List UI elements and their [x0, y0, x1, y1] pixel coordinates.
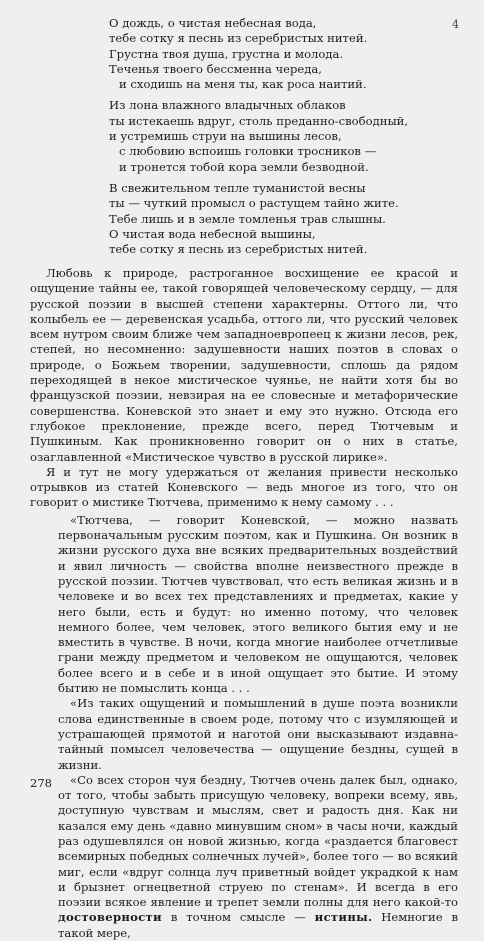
poem-line: Из лона влажного владычных облаков [109, 98, 346, 113]
quote-paragraph [58, 773, 458, 941]
poem-line: ты истекаешь вдруг, столь преданно-свободный, [109, 113, 409, 128]
poem-stanza [109, 98, 469, 174]
poem-line: и устремишь струи на вышины лесов, [109, 129, 342, 144]
poem-stanza [109, 181, 469, 257]
quote-text: Немногие в такой мере, [58, 910, 458, 940]
poem-line: и сходишь на меня ты, как роса наитий. [119, 77, 367, 92]
paragraph: Любовь к природе, растроганное восхищение ее красой и ощущение тайны ее, такой говорящей человеческому сердцу, — для русской поэзии в высшей степени характерны. Оттого ли, что колыбель ее — деревенская усадьба, оттого ли, что русский человек всем нутром своим ближе чем западноевропеец к жизни лесов, рек, степей, но несомненно: задушевности наших поэтов в словах о природе, о Божьем творении, задушевности, сплошь да рядом переходящей в некое мистическое чуянье, не найти хотя бы во французской поэзии, невзирая на ее словесные и метафорические совершенства. Коневской это знает и ему это нужно. Отсюда его глубокое преклонение, прежде всего, перед Тютчевым и Пушкиным. Как проникновенно говорит он о них в статье, озаглавленной «Мистическое чувство в русской лирике». [30, 266, 458, 464]
emphasis-text: достоверности [58, 910, 162, 925]
poem-line: Грустна твоя душа, грустна и молода. [109, 46, 344, 61]
quote-paragraph: «Тютчева, — говорит Коневской, — можно назвать первоначальным русским поэтом, как и Пушкина. Он возник в жизни русского духа вне всяких предварительных воздействий и явил личность — свойства вполне неизвестного прежде в русской поэзии. Тютчев чувствовал, что есть великая жизнь и в человеке и во всех тех представлениях и предметах, какие у него были, есть и будут: но именно потому, что человек немного более, чем человек, этого великого бытия ему и не вместить в чувстве. В ночи, когда многие наиболее отчетливые грани между предметом и человеком не ощущаются, человек более всего и в себе и в иной ощущает это бытие. И этому бытию не помыслить конца . . . [58, 512, 458, 696]
poem [109, 16, 469, 263]
poem-stanza [109, 16, 469, 92]
poem-line: Теченья твоего бессменна череда, [109, 61, 322, 76]
poem-line: О дождь, о чистая небесная вода, [109, 16, 317, 30]
poem-line: тебе сотку я песнь из серебристых нитей. [109, 242, 368, 257]
emphasis-text: истины. [314, 910, 373, 925]
page-number: 278 [30, 776, 52, 790]
poem-line: и тронется тобой кора земли безводной. [119, 159, 369, 174]
poem-line: тебе сотку я песнь из серебристых нитей. [109, 31, 368, 46]
body-text [30, 266, 458, 941]
poem-line: О чистая вода небесной вышины, [109, 226, 316, 241]
quote-paragraph: «Из таких ощущений и помышлений в душе поэта возникли слова единственные в своем роде, потому что с изумляющей и устрашающей прямотой и наготой они высказывают издавна-тайный помысел человечества — ощущение бездны, сущей в жизни. [58, 696, 458, 772]
corner-mark: 4 [452, 18, 459, 31]
poem-line: В свежительном тепле туманистой весны [109, 180, 366, 195]
quote-text: «Со всех сторон чуя бездну, Тютчев очень далек был, однако, от того, чтобы забыть присущую человеку, вопреки всему, явь, доступную чувствам и мыслям, свет и радость дня. Как ни казался ему день «давно минувшим сном» в часы ночи, каждый раз одушевлялся он новой жизнью, когда «раздается благовест всемирных победных солнечных лучей», более того — во всякий миг, если «вдруг солнца луч приветный войдет украдкой к нам и брызнет огнецветной струею по стенам». И всегда в его поэзии всякое явление и трепет земли полны для него какой-то [58, 772, 458, 910]
quote-text: в точном смысле — [170, 910, 306, 925]
paragraph: Я и тут не могу удержаться от желания привести несколько отрывков из статей Коневского — ведь многое из того, что он говорит о мистике Тютчева, применимо к нему самому . . . [30, 464, 458, 510]
poem-line: с любовию вспоишь головки тросников — [119, 144, 377, 159]
poem-line: ты — чуткий промысл о растущем тайно жите. [109, 196, 399, 211]
quote-block [30, 513, 458, 941]
poem-line: Тебе лишь и в земле томленья трав слышны. [109, 211, 386, 226]
